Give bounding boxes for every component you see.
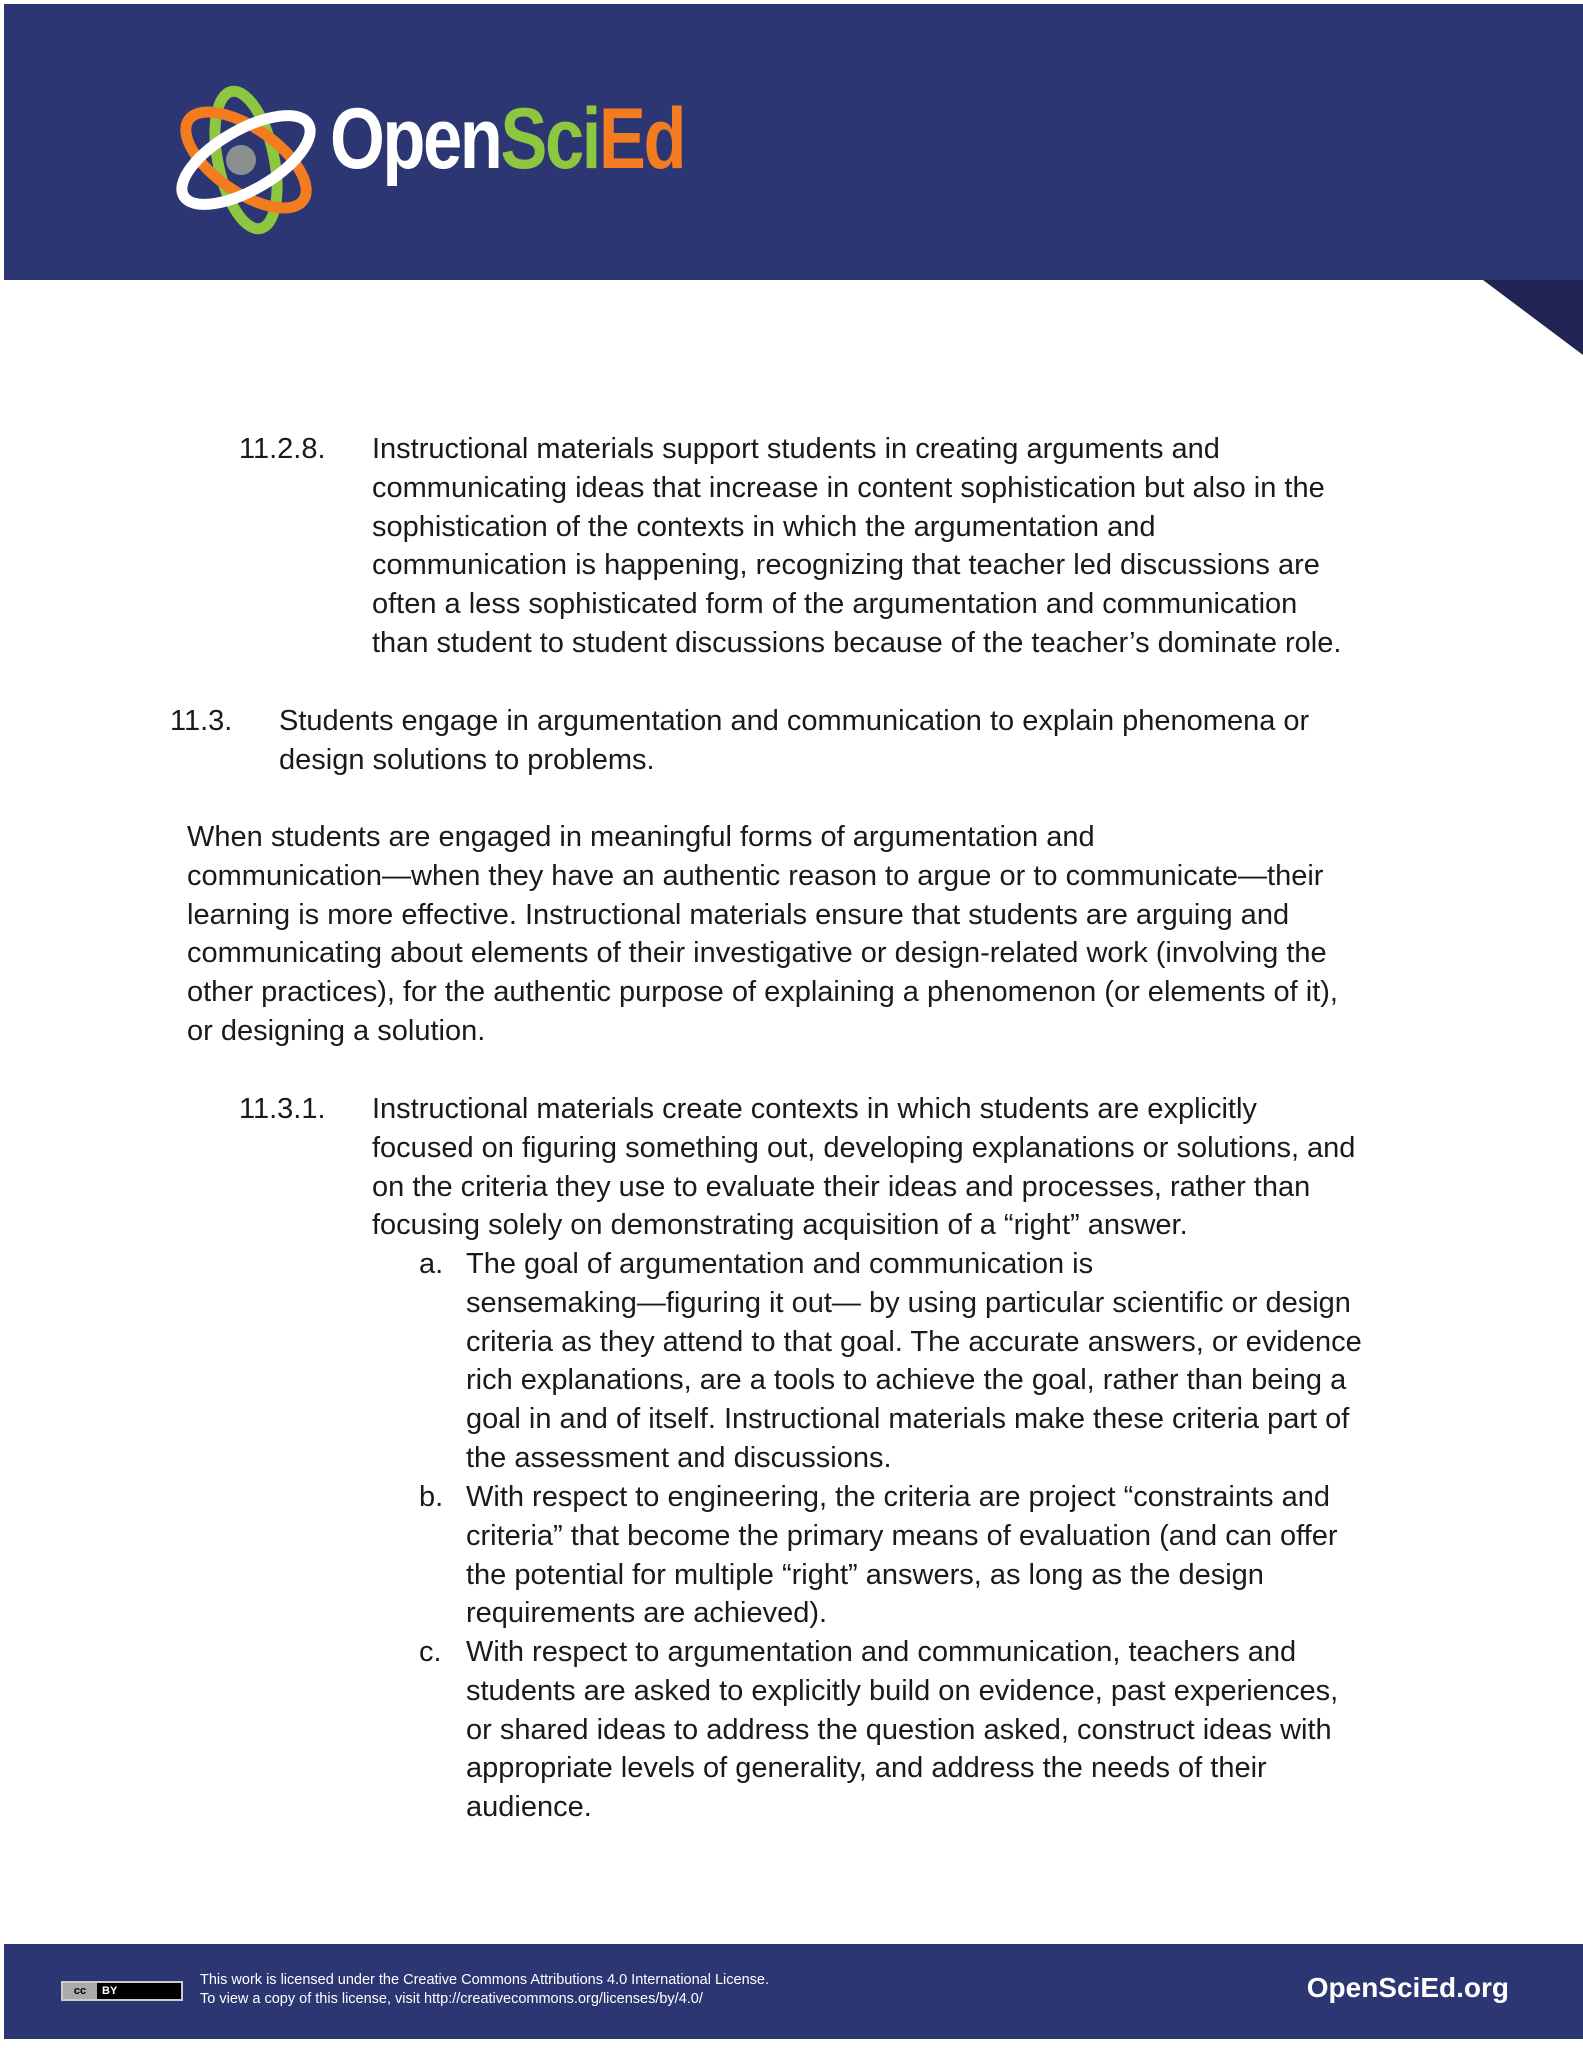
site-link[interactable]: OpenSciEd.org <box>1306 1972 1509 2003</box>
license-link-line: To view a copy of this license, visit http://creativecommons.org/licenses/by/4.0/ <box>200 1991 703 2007</box>
body-paragraph: When students are engaged in meaningful forms of argumentation and communication—when they have an authentic reason to argue or to communicate—their learning is more effective. Instructional materials ensure that students are arguing and communicating about elements of their investigative or design-related work (involving the other practices), for the authentic purpose of explaining a phenomenon (or elements of it), or designing a solution. <box>187 821 1338 1047</box>
section-text: Instructional materials support students in creating arguments and communicating ideas that increase in content sophistication but also in the sophistication of the contexts in which the argumentation and communication is happening, recognizing that teacher led discussions are often a less sophisticated form of the argumentation and communication than student to student discussions because of the teacher’s dominate role. <box>372 433 1342 659</box>
header-banner <box>4 4 1583 280</box>
corner-decoration <box>1483 280 1583 355</box>
license-line: This work is licensed under the Creative Commons Attributions 4.0 International License. <box>200 1972 770 1988</box>
license-text <box>200 1971 769 2009</box>
section-number: 11.2.8. <box>239 433 326 465</box>
list-item-label: c. <box>419 1636 442 1668</box>
list-item: With respect to argumentation and communication, teachers and students are asked to explicitly build on evidence, past experiences, or shared ideas to address the question asked, construct ideas with appropriate levels of generality, and address the needs of their audience. <box>466 1636 1339 1824</box>
cc-by-license-icon: cc BY <box>61 1981 183 2001</box>
atom-logo-icon <box>174 82 319 237</box>
list-item: The goal of argumentation and communication is sensemaking—figuring it out— by using particular scientific or design criteria as they attend to that goal. The accurate answers, or evidence rich explanations, are a tools to achieve the goal, rather than being a goal in and of itself. Instructional materials make these criteria part of the assessment and discussions. <box>466 1248 1362 1474</box>
section-heading: Students engage in argumentation and communication to explain phenomena or design solutions to problems. <box>279 705 1310 776</box>
section-number: 11.3.1. <box>239 1093 326 1125</box>
section-text: Instructional materials create contexts in which students are explicitly focused on figuring something out, developing explanations or solutions, and on the criteria they use to evaluate their ideas and processes, rather than focusing solely on demonstrating acquisition of a “right” answer. <box>372 1093 1356 1242</box>
list-item: With respect to engineering, the criteria are project “constraints and criteria” that become the primary means of evaluation (and can offer the potential for multiple “right” answers, as long as the design requirements are achieved). <box>466 1481 1338 1630</box>
list-item-label: a. <box>419 1248 444 1280</box>
footer <box>4 1944 1583 2039</box>
list-item-label: b. <box>419 1481 444 1513</box>
logo-wordmark: OpenSciEd <box>330 91 685 187</box>
section-number: 11.3. <box>170 705 233 737</box>
